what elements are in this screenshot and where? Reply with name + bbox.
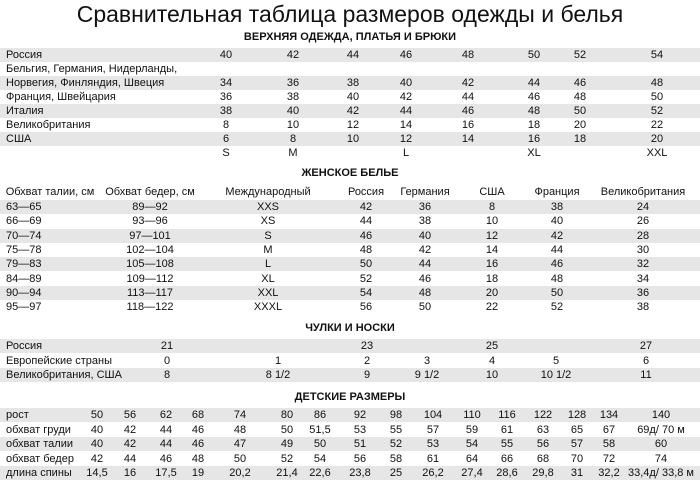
size-value: 50 (313, 438, 327, 450)
size-value: 54 (359, 286, 373, 299)
column-header: Обхват талии, см (5, 186, 95, 198)
size-value: L (264, 258, 272, 271)
size-value: 14 (485, 243, 499, 256)
size-value: 102—104 (126, 243, 174, 256)
size-value: 97—101 (129, 229, 171, 242)
size-value: 46 (527, 91, 541, 103)
size-value: 51 (353, 438, 367, 450)
size-value: 38 (219, 105, 233, 117)
size-value: 40 (550, 215, 564, 228)
size-value: 54 (465, 438, 479, 450)
size-value: 42 (550, 229, 564, 242)
size-value: 53 (426, 438, 440, 450)
size-value: M (263, 243, 273, 256)
size-value: 56 (359, 301, 373, 314)
size-value: S (222, 147, 230, 159)
size-value: 50 (418, 301, 432, 314)
size-value: 46 (418, 272, 432, 285)
size-value: 70 (570, 452, 584, 465)
size-value: 28 (636, 229, 650, 242)
size-value: 46 (573, 77, 587, 89)
size-value: 31 (570, 467, 584, 479)
size-value: 34 (636, 272, 650, 285)
size-value: 40 (90, 423, 104, 436)
size-value: 56 (536, 438, 550, 450)
outerwear-row (0, 62, 700, 76)
size-value: 44 (159, 423, 173, 436)
column-header: Россия (347, 186, 385, 198)
size-value: 134 (599, 409, 619, 421)
size-value: 14,5 (86, 467, 108, 479)
size-value: 10 1/2 (540, 369, 572, 381)
size-value: 61 (500, 423, 514, 436)
size-value: 4 (488, 354, 496, 367)
size-value: 66 (500, 452, 514, 465)
size-value: 40 (90, 438, 104, 450)
size-value: 57 (570, 438, 584, 450)
size-value: 10 (346, 133, 360, 145)
size-value: 5 (552, 354, 560, 367)
size-value: 50 (280, 423, 294, 436)
size-value: 10 (286, 119, 300, 131)
row-label: обхват груди (6, 423, 71, 436)
size-value: 116 (498, 409, 516, 421)
size-value: 42 (418, 243, 432, 256)
size-value: 86 (313, 409, 327, 421)
size-value: 20 (650, 133, 664, 145)
size-value: 21,4 (276, 467, 298, 479)
size-value: 98 (389, 409, 403, 421)
size-value: 20 (485, 286, 499, 299)
size-value: 44 (550, 243, 564, 256)
size-value: 11 (640, 369, 652, 381)
column-header: Обхват бедер, см (105, 186, 195, 198)
size-value: 22 (485, 301, 499, 314)
size-value: 48 (359, 243, 373, 256)
size-value: 64 (465, 452, 479, 465)
size-value: 105—108 (126, 258, 174, 271)
outerwear-row (0, 104, 700, 118)
size-value: 38 (636, 301, 650, 314)
kids-row (0, 437, 700, 451)
size-value: 92 (353, 409, 367, 421)
socks-heading: ЧУЛКИ И НОСКИ (305, 322, 395, 334)
size-value: 110 (463, 409, 481, 421)
size-value: 140 (651, 409, 671, 421)
size-value: 52 (550, 301, 564, 314)
size-value: 50 (527, 49, 541, 61)
size-value: 18 (527, 119, 541, 131)
size-value: 61 (426, 452, 440, 465)
size-value: 16 (527, 133, 541, 145)
size-value: 50 (233, 452, 247, 465)
size-value: S (264, 229, 272, 242)
size-value: 17,5 (155, 467, 177, 479)
size-value: 58 (602, 438, 616, 450)
waist-value: 79—83 (6, 258, 42, 271)
size-value: 46 (399, 49, 413, 61)
size-value: 44 (123, 452, 137, 465)
size-value: 9 (363, 369, 371, 381)
size-value: 93—96 (132, 215, 168, 228)
size-value: 26 (636, 215, 650, 228)
size-value: 10 (485, 369, 499, 381)
row-label: Бельгия, Германия, Нидерланды, (6, 63, 178, 75)
outerwear-row (0, 48, 700, 62)
size-value: 60 (654, 438, 668, 450)
size-value: 6 (222, 133, 230, 145)
size-value: 50 (550, 286, 564, 299)
size-value: XXL (257, 286, 279, 299)
kids-row (0, 423, 700, 437)
kids-row (0, 466, 700, 480)
kids-row (0, 452, 700, 466)
size-value: 23 (360, 340, 374, 352)
womens-row (0, 257, 700, 271)
size-value: 59 (465, 423, 479, 436)
size-value: 6 (642, 354, 650, 367)
size-value: 28,6 (496, 467, 518, 479)
size-value: 38 (550, 201, 564, 213)
size-value: 16 (485, 258, 499, 271)
womens-row (0, 300, 700, 314)
size-value: 14 (461, 133, 475, 145)
row-label: Россия (6, 340, 43, 352)
size-value: 24 (636, 201, 650, 213)
size-value: 44 (418, 258, 432, 271)
column-header: Международный (225, 186, 311, 198)
size-value: 55 (500, 438, 514, 450)
size-value: 72 (602, 452, 616, 465)
womens-row (0, 214, 700, 228)
size-value: 74 (233, 409, 247, 421)
size-value: 55 (389, 423, 403, 436)
size-value: M (288, 147, 298, 159)
waist-value: 84—89 (6, 272, 42, 285)
kids-row (0, 408, 700, 422)
size-value: 8 (488, 201, 496, 213)
outerwear-row (0, 132, 700, 146)
size-value: 118—122 (126, 301, 174, 314)
size-value: 48 (418, 286, 432, 299)
size-value: 68 (536, 452, 550, 465)
size-value: 46 (159, 452, 173, 465)
size-value: 56 (353, 452, 367, 465)
size-value: 42 (286, 49, 300, 61)
row-label: Франция, Швейцария (6, 91, 116, 103)
size-value: 49 (280, 438, 294, 450)
outerwear-row (0, 118, 700, 132)
row-label: Норвегия, Финляндия, Швеция (6, 77, 165, 89)
outerwear-row (0, 146, 700, 160)
size-value: 52 (359, 272, 373, 285)
size-value: XS (260, 215, 276, 228)
womens-row (0, 229, 700, 243)
size-value: 46 (191, 423, 205, 436)
size-value: 29,8 (532, 467, 554, 479)
size-value: 42 (123, 438, 137, 450)
column-header: Германия (400, 186, 450, 198)
size-value: XXS (256, 201, 280, 213)
outerwear-row (0, 76, 700, 90)
size-value: 52 (573, 49, 587, 61)
size-value: 8 (222, 119, 230, 131)
size-value: 54 (313, 452, 327, 465)
size-value: 20,2 (229, 467, 251, 479)
size-value: 52 (650, 105, 664, 117)
size-value: XL (527, 147, 541, 159)
size-value: 12 (346, 119, 360, 131)
size-value: 40 (286, 105, 300, 117)
size-value: 53 (353, 423, 367, 436)
size-value: 50 (90, 409, 104, 421)
size-value: 44 (359, 215, 373, 228)
size-value: 50 (573, 105, 587, 117)
size-value: 23,8 (349, 467, 371, 479)
row-label: рост (6, 409, 29, 421)
womens-heading: ЖЕНСКОЕ БЕЛЬЕ (301, 167, 399, 179)
size-value: 40 (399, 77, 413, 89)
size-value: 26,2 (422, 467, 444, 479)
size-value: 8 1/2 (265, 369, 291, 381)
size-value: 40 (346, 91, 360, 103)
size-value: 48 (573, 91, 587, 103)
size-value: 42 (346, 105, 360, 117)
size-value: 36 (286, 77, 300, 89)
size-value: 33,4д/ 33,8 м (628, 467, 694, 479)
socks-row (0, 354, 700, 368)
size-value: 44 (527, 77, 541, 89)
size-value: 80 (280, 409, 294, 421)
size-value: 30 (636, 243, 650, 256)
size-value: 18 (573, 133, 587, 145)
size-value: 52 (389, 438, 403, 450)
size-value: 25 (389, 467, 403, 479)
size-value: 122 (533, 409, 553, 421)
size-value: 128 (567, 409, 587, 421)
size-value: 57 (426, 423, 440, 436)
size-value: 62 (159, 409, 173, 421)
size-value: 42 (90, 452, 104, 465)
size-value: 109—112 (126, 272, 174, 285)
size-value: 1 (274, 354, 282, 367)
size-value: 12 (485, 229, 499, 242)
size-value: 14 (399, 119, 413, 131)
size-value: 44 (461, 91, 475, 103)
size-value: 12 (399, 133, 413, 145)
size-value: 19 (191, 467, 205, 479)
size-value: 42 (399, 91, 413, 103)
outerwear-row (0, 90, 700, 104)
waist-value: 90—94 (6, 286, 42, 299)
size-value: 2 (363, 354, 371, 367)
womens-header-row (0, 185, 700, 199)
size-value: 44 (159, 438, 173, 450)
size-value: 68 (191, 409, 205, 421)
size-value: 10 (485, 215, 499, 228)
waist-value: 75—78 (6, 243, 42, 256)
waist-value: 70—74 (6, 229, 42, 242)
womens-row (0, 243, 700, 257)
size-value: 8 (163, 369, 171, 381)
size-value: 46 (359, 229, 373, 242)
womens-row (0, 272, 700, 286)
size-value: 18 (485, 272, 499, 285)
size-value: 22,6 (309, 467, 331, 479)
outerwear-heading: ВЕРХНЯЯ ОДЕЖДА, ПЛАТЬЯ И БРЮКИ (243, 31, 457, 43)
column-header: Великобритания (600, 186, 686, 198)
size-value: 27,4 (461, 467, 483, 479)
size-value: 34 (219, 77, 233, 89)
size-value: L (402, 147, 410, 159)
size-value: 27 (639, 340, 653, 352)
size-value: 63 (536, 423, 550, 436)
size-value: XL (261, 272, 275, 285)
size-value: 3 (423, 354, 431, 367)
size-value: 25 (485, 340, 499, 352)
size-value: 69д/ 70 м (637, 423, 685, 436)
size-value: 56 (123, 409, 137, 421)
size-value: 104 (423, 409, 443, 421)
row-label: обхват бедер (6, 452, 74, 465)
size-value: 113—117 (126, 286, 174, 299)
size-value: 58 (389, 452, 403, 465)
row-label: Италия (6, 105, 44, 117)
row-label: Великобритания, США (6, 369, 122, 381)
row-label: США (6, 133, 32, 145)
size-value: 32 (636, 258, 650, 271)
size-value: 48 (233, 423, 247, 436)
row-label: длина спины (6, 467, 72, 479)
size-value: 65 (570, 423, 584, 436)
size-value: 16 (123, 467, 137, 479)
size-value: 38 (418, 215, 432, 228)
size-value: 8 (289, 133, 297, 145)
waist-value: 66—69 (6, 215, 42, 228)
kids-heading: ДЕТСКИЕ РАЗМЕРЫ (294, 391, 406, 403)
size-value: 50 (650, 91, 664, 103)
size-value: 22 (650, 119, 664, 131)
size-value: 21 (160, 340, 174, 352)
size-value: 40 (418, 229, 432, 242)
size-value: 32,2 (598, 467, 620, 479)
size-value: 46 (191, 438, 205, 450)
row-label: Великобритания (6, 119, 91, 131)
row-label: обхват талии (6, 438, 73, 450)
size-value: 0 (163, 354, 171, 367)
size-value: 47 (233, 438, 247, 450)
size-value: 48 (650, 77, 664, 89)
size-value: XXL (646, 147, 668, 159)
waist-value: 63—65 (6, 201, 42, 213)
size-value: 67 (602, 423, 616, 436)
socks-row (0, 368, 700, 382)
size-value: 50 (359, 258, 373, 271)
size-value: 48 (461, 49, 475, 61)
womens-row (0, 286, 700, 300)
size-value: 9 1/2 (414, 369, 440, 381)
socks-row (0, 339, 700, 353)
column-header: Франция (534, 186, 580, 198)
size-value: 48 (527, 105, 541, 117)
size-value: 44 (346, 49, 360, 61)
size-value: 48 (191, 452, 205, 465)
size-value: XXXL (253, 301, 283, 314)
size-value: 89—92 (132, 201, 168, 213)
size-value: 36 (636, 286, 650, 299)
size-value: 36 (219, 91, 233, 103)
size-value: 48 (550, 272, 564, 285)
size-value: 36 (418, 201, 432, 213)
size-value: 46 (461, 105, 475, 117)
size-value: 42 (461, 77, 475, 89)
size-value: 20 (573, 119, 587, 131)
size-value: 42 (359, 201, 373, 213)
row-label: Европейские страны (6, 354, 113, 367)
size-value: 38 (286, 91, 300, 103)
page-title: Сравнительная таблица размеров одежды и белья (76, 1, 624, 27)
size-value: 16 (461, 119, 475, 131)
column-header: США (479, 186, 505, 198)
row-label: Россия (6, 49, 43, 61)
size-value: 54 (650, 49, 664, 61)
size-value: 51,5 (309, 423, 331, 436)
size-value: 38 (346, 77, 360, 89)
waist-value: 95—97 (6, 301, 42, 314)
womens-row (0, 200, 700, 214)
size-value: 40 (219, 49, 233, 61)
size-value: 42 (123, 423, 137, 436)
size-value: 44 (399, 105, 413, 117)
size-value: 74 (654, 452, 668, 465)
size-value: 52 (280, 452, 294, 465)
size-value: 46 (550, 258, 564, 271)
